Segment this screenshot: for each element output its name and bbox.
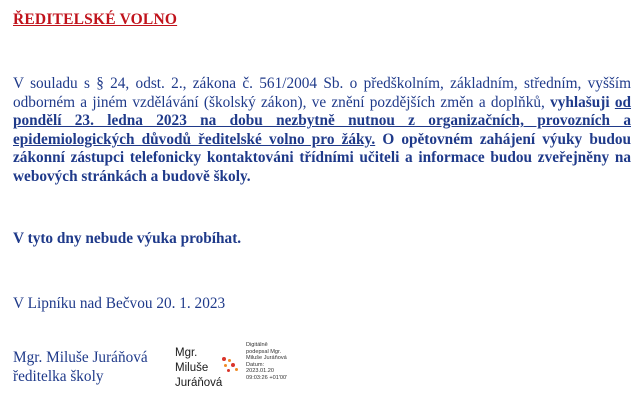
document-title: ŘEDITELSKÉ VOLNO [13, 11, 178, 28]
no-teaching-note: V tyto dny nebude výuka probíhat. [13, 230, 242, 247]
paragraph-holiday-period: od pondělí 23. ledna 2023 na dobu nezbytně nutnou z organizačních, provozních a epidemiologických důvodů ředitelské volno pro žáky. [13, 93, 632, 148]
signature-meta-line6: 09:03:26 +01'00' [246, 374, 288, 381]
paragraph-declaration-verb: vyhlašuji [550, 93, 610, 111]
signature-name-line3: Juráňová [175, 377, 223, 389]
paragraph-intro: V souladu s § 24, odst. 2., zákona č. 561/2004 Sb. o předškolním, základním, středním, vyšším odborném a jiném vzdělávání (školský zákon), ve znění pozdějších změn a doplňků, [13, 75, 631, 111]
signature-meta-line1: Digitálně [246, 342, 268, 348]
signature-meta-line5: 2023.01.20 [246, 368, 274, 375]
signature-logo-icon [222, 357, 244, 375]
signer-name: Mgr. Miluše Juráňová [13, 349, 148, 366]
signature-name-line1: Mgr. [175, 347, 198, 359]
signer-title: ředitelka školy [13, 367, 104, 385]
digital-signature-details [246, 342, 287, 382]
announcement-paragraph [13, 75, 631, 187]
paragraph-contact-info: O opětovném zahájení výuky budou zákonní zástupci telefonicky kontaktováni třídními učiteli a informace budou zveřejněny na webových stránkách a budově školy. [13, 130, 631, 185]
signature-meta-line3: Miluše Juráňová [246, 355, 287, 362]
signature-name-line2: Miluše [175, 362, 209, 374]
place-and-date: V Lipníku nad Bečvou 20. 1. 2023 [13, 295, 226, 312]
signer-block [13, 349, 148, 386]
signature-meta-line2: podepsal Mgr. [246, 348, 282, 355]
signature-meta-line4: Datum: [246, 361, 265, 368]
digital-signature-name [175, 346, 222, 391]
